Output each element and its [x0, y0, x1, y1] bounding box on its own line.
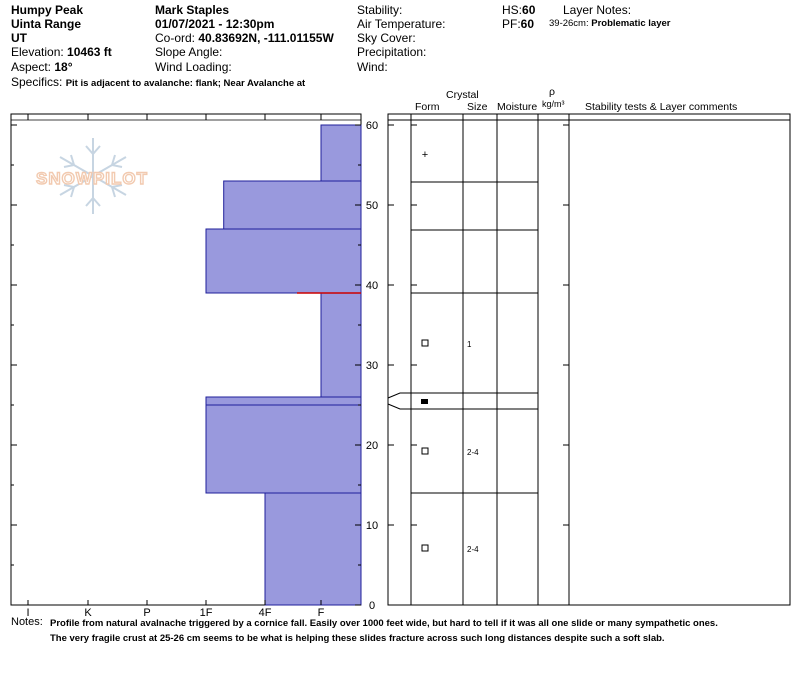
notes-label: Notes:	[11, 616, 43, 628]
size-header: Size	[467, 101, 488, 113]
hardness-layer-7	[321, 125, 361, 181]
depth-axis	[366, 120, 378, 612]
density-unit-header: kg/m³	[542, 99, 565, 109]
coord-value: 40.83692N, -111.01155W	[198, 31, 334, 45]
pf-label: PF:	[502, 17, 521, 31]
moisture-header: Moisture	[497, 101, 538, 113]
crystal-form-row-3-icon	[421, 399, 428, 404]
snowpilot-logo	[36, 138, 148, 214]
observer-name: Mark Staples	[155, 3, 230, 17]
depth-label-30: 30	[365, 360, 379, 372]
layer-note-text: Problematic layer	[591, 18, 671, 29]
stability-comments-header: Stability tests & Layer comments	[585, 101, 738, 113]
layer-notes-label: Layer Notes:	[563, 3, 632, 17]
pf-value: 60	[520, 17, 535, 31]
hs-label: HS:	[502, 3, 523, 17]
depth-label-50: 50	[365, 200, 379, 212]
density-rho-header: ρ	[549, 86, 555, 98]
observation-datetime: 01/07/2021 - 12:30pm	[155, 17, 275, 31]
wind-label: Wind:	[357, 60, 388, 74]
hardness-label-1F: 1F	[199, 607, 213, 619]
location-name: Humpy Peak	[11, 3, 84, 17]
crystal-form-row-2-icon	[422, 340, 428, 346]
crystal-size-row-2: 1	[467, 340, 472, 349]
hs-value: 60	[522, 3, 536, 17]
table-ticks	[388, 125, 569, 605]
crystal-header: Crystal	[446, 89, 479, 101]
aspect-label: Aspect:	[11, 60, 52, 74]
aspect-value: 18°	[54, 60, 73, 74]
specifics-value: Pit is adjacent to avalanche: flank; Near Avalanche at	[65, 78, 306, 89]
hardness-label-F: F	[317, 607, 325, 619]
elevation-value: 10463 ft	[67, 45, 112, 59]
precipitation-label: Precipitation:	[357, 45, 427, 59]
crystal-size-row-5: 2-4	[467, 545, 479, 554]
specifics-label: Specifics:	[11, 75, 63, 89]
depth-label-20: 20	[365, 440, 379, 452]
stability-label: Stability:	[357, 3, 403, 17]
logo-text: SNOWPILOT	[36, 169, 148, 188]
depth-label-0: 0	[368, 600, 376, 612]
state: UT	[11, 31, 27, 45]
crystal-form-row-5-icon	[422, 545, 428, 551]
air-temperature-label: Air Temperature:	[357, 17, 446, 31]
hardness-layers	[206, 125, 361, 605]
hardness-label-P: P	[143, 607, 151, 619]
sky-cover-label: Sky Cover:	[357, 31, 416, 45]
crystal-form-row-1: +	[421, 149, 429, 161]
form-header: Form	[415, 101, 440, 113]
notes-line-2: The very fragile crust at 25-26 cm seems to be what is helping these slides fracture across such long distances despite such a soft slab.	[50, 633, 665, 644]
wind-loading-label: Wind Loading:	[155, 60, 232, 74]
hardness-layer-3	[206, 397, 361, 405]
layer-note-range: 39-26cm:	[549, 18, 589, 29]
hardness-label-I: I	[26, 607, 30, 619]
hardness-layer-4	[321, 293, 361, 397]
hardness-layer-6	[224, 181, 361, 229]
mountain-range: Uinta Range	[11, 17, 82, 31]
hardness-label-4F: 4F	[258, 607, 272, 619]
crystal-form-row-4-icon	[422, 448, 428, 454]
hardness-layer-2	[206, 405, 361, 493]
hardness-layer-5	[206, 229, 361, 293]
crystal-table	[388, 114, 790, 605]
hardness-layer-1	[265, 493, 361, 605]
depth-label-40: 40	[365, 280, 379, 292]
coord-label: Co-ord:	[155, 31, 196, 45]
depth-label-10: 10	[365, 520, 379, 532]
crystal-size-row-4: 2-4	[467, 448, 479, 457]
slope-angle-label: Slope Angle:	[155, 45, 223, 59]
depth-label-60: 60	[365, 120, 379, 132]
elevation-label: Elevation:	[11, 45, 64, 59]
hardness-label-K: K	[84, 607, 92, 619]
notes-line-1: Profile from natural avalnache triggered by a cornice fall. Easily over 1000 feet wide, but hard to tell if it was all one slide or many sympathetic ones.	[50, 618, 718, 629]
